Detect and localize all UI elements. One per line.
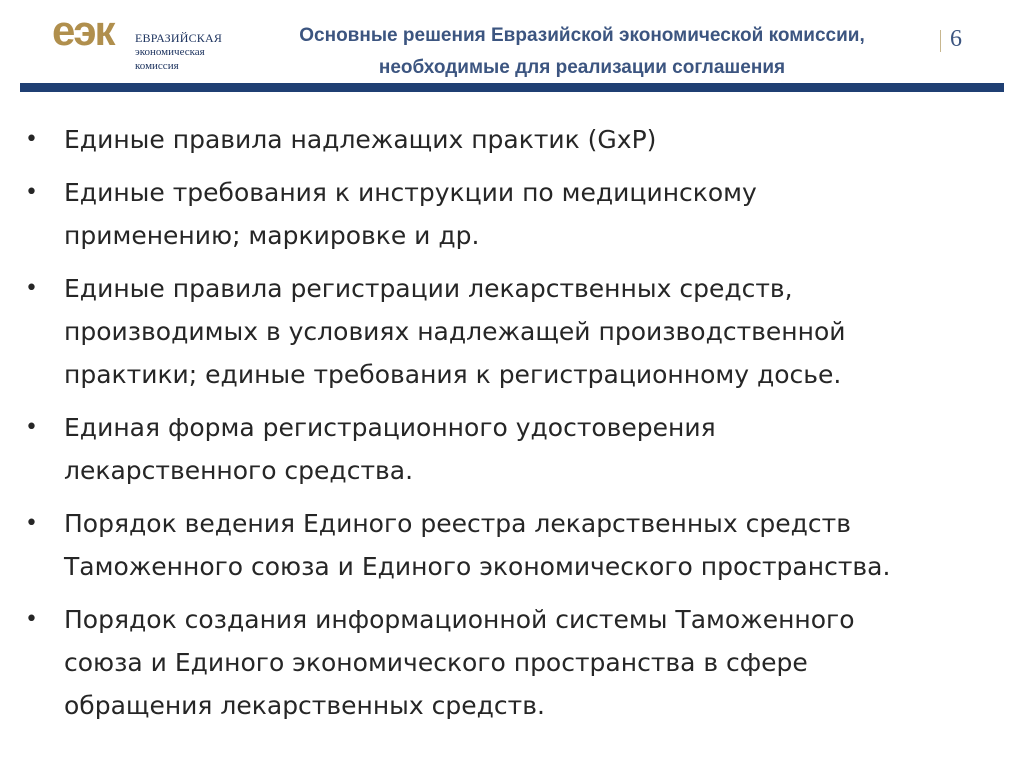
bullet-text-line: лекарственного средства.: [64, 456, 414, 485]
title-divider: [940, 30, 941, 52]
logo-text-line2: экономическая: [135, 46, 205, 58]
bullet-text-line: Единые правила регистрации лекарственных средств,: [64, 274, 793, 303]
eek-logo: [52, 8, 232, 70]
logo-text-line1: ЕВРАЗИЙСКАЯ: [135, 31, 223, 45]
bullet-text-line: Единая форма регистрационного удостоверения: [64, 413, 716, 442]
bullet-item: [22, 598, 1012, 727]
bullet-item: [22, 118, 1012, 161]
bullet-icon: •: [25, 127, 38, 152]
bullet-text-line: Порядок создания информационной системы Таможенного: [64, 605, 855, 634]
bullet-list: [22, 118, 1012, 737]
bullet-text-line: союза и Единого экономического пространства в сфере: [64, 648, 808, 677]
bullet-text-line: Порядок ведения Единого реестра лекарственных средств: [64, 509, 851, 538]
bullet-icon: •: [25, 511, 38, 536]
header-bar: [20, 83, 1004, 92]
bullet-text-line: Единые требования к инструкции по медицинскому: [64, 178, 757, 207]
bullet-item: [22, 502, 1012, 588]
bullet-text-line: применению; маркировке и др.: [64, 221, 480, 250]
bullet-text-line: практики; единые требования к регистрационному досье.: [64, 360, 842, 389]
bullet-item: [22, 267, 1012, 396]
bullet-text-line: Таможенного союза и Единого экономического пространства.: [64, 552, 891, 581]
bullet-text-line: производимых в условиях надлежащей производственной: [64, 317, 846, 346]
bullet-item: [22, 171, 1012, 257]
bullet-text-line: обращения лекарственных средств.: [64, 691, 545, 720]
bullet-item: [22, 406, 1012, 492]
logo-mark: еэк: [52, 7, 114, 54]
slide-title-line2: необходимые для реализации соглашения: [378, 57, 786, 78]
bullet-icon: •: [25, 607, 38, 632]
bullet-text-line: Единые правила надлежащих практик (GxP): [64, 125, 657, 154]
bullet-icon: •: [25, 276, 38, 301]
slide-title: [232, 20, 932, 84]
logo-text-line3: комиссия: [135, 60, 179, 72]
page-number: 6: [950, 26, 962, 52]
bullet-icon: •: [25, 415, 38, 440]
slide-title-line1: Основные решения Евразийской экономической комиссии,: [299, 25, 865, 46]
bullet-icon: •: [25, 180, 38, 205]
